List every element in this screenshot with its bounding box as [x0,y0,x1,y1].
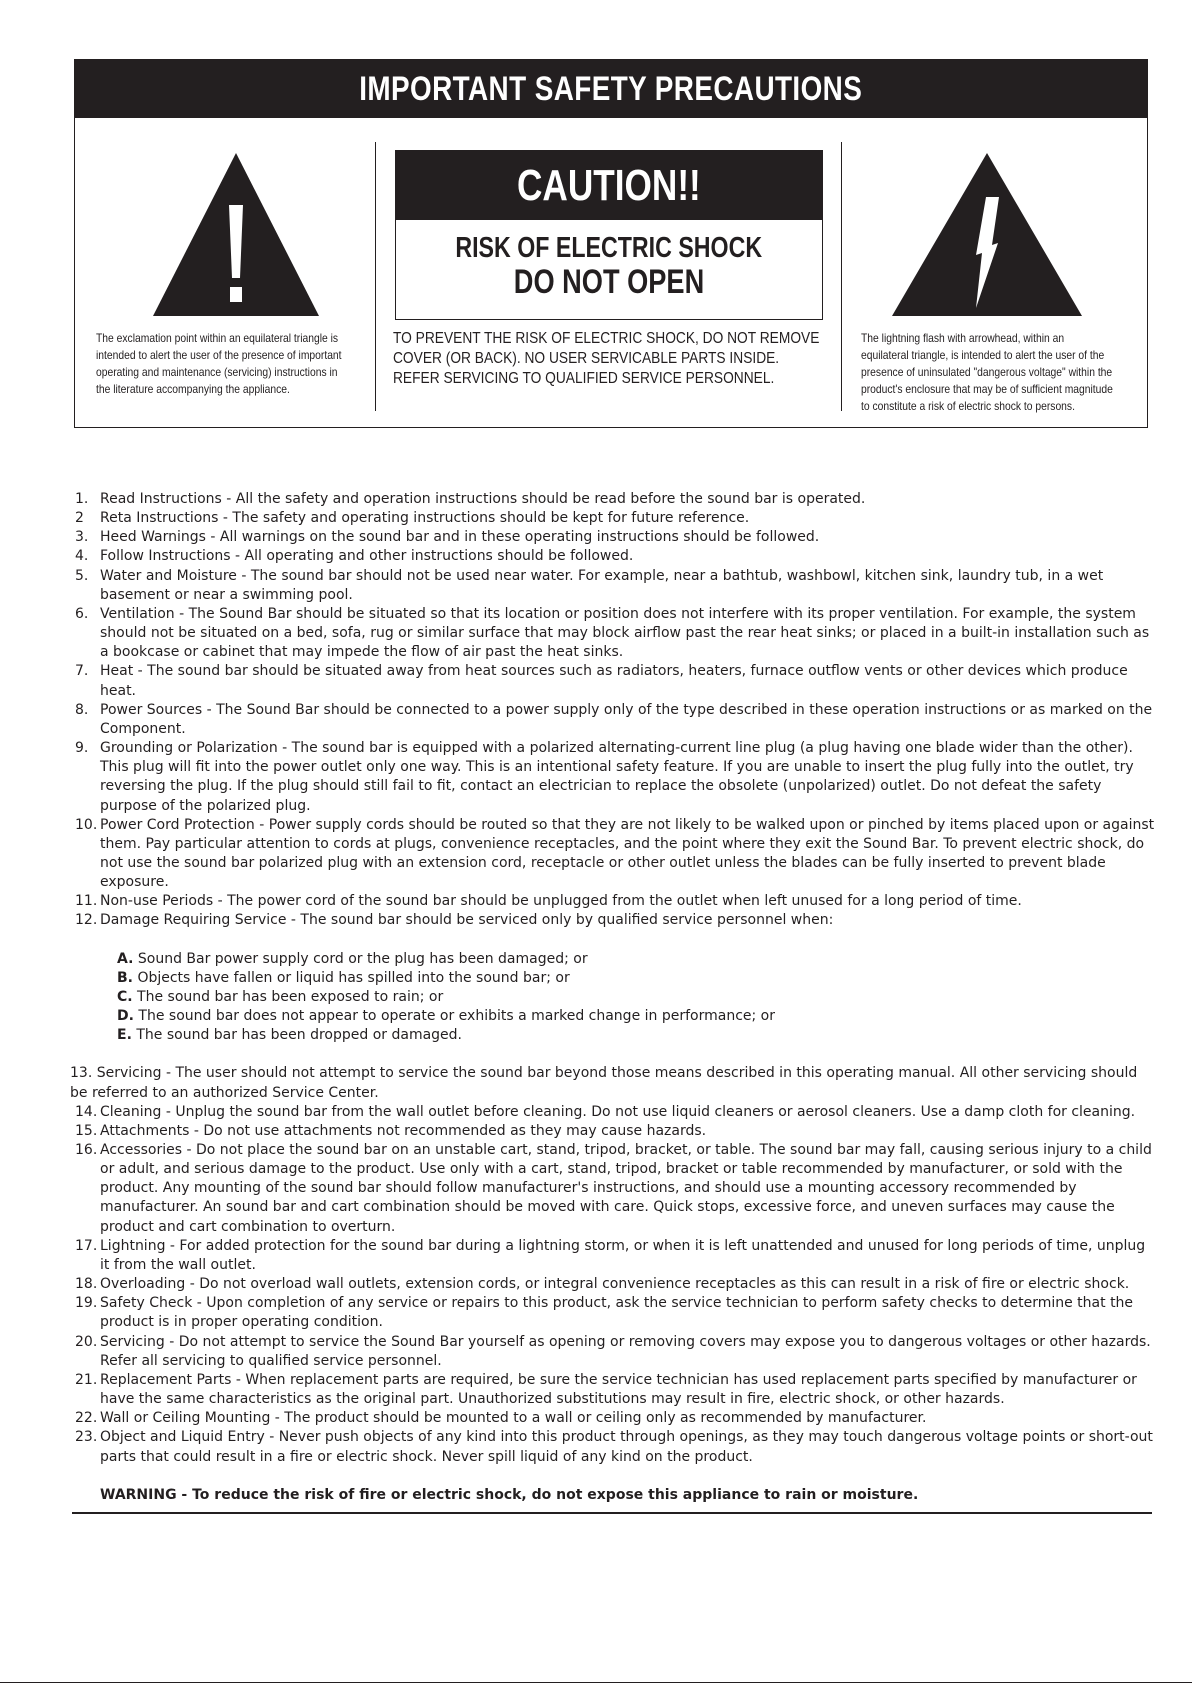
item-number: 19. [75,1295,98,1312]
list-item: E. The sound bar has been dropped or damaged. [117,1027,462,1044]
item-text: Ventilation - The Sound Bar should be situated so that its location or position does not interfere with its proper ventilation. For example, the system should not be situated on a bed, sofa, rug or similar surface that may block airflow past the rear heat sinks; or placed in a built-in installation such as a bookcase or cabinet that may impede the flow of air past the heat sinks. [100,605,1150,661]
footer-rule [0,1682,1192,1683]
item-number: 8. [75,701,89,718]
item-text: Object and Liquid Entry - Never push objects of any kind into this product through openings, as they may touch dangerous voltage points or short-out parts that could result in a fire or electric shock. Never spill liquid of any kind on the product. [100,1429,1153,1465]
list-item [75,662,1155,700]
item-text: Accessories - Do not place the sound bar on an unstable cart, stand, tripod, bracket, or table. The sound bar may fall, causing serious injury to a child or adult, and serious damage to the product. Use only with a cart, stand, tripod, bracket or table recommended by manufacturer, or sold with the product. Any mounting of the sound bar should follow manufacturer's instructions, and should use a mounting accessory recommended by manufacturer. An sound bar and cart combination should be moved with care. Quick stops, excessive force, and uneven surfaces may cause the product and cart combination to overturn. [100,1142,1152,1235]
item-text: Wall or Ceiling Mounting - The product should be mounted to a wall or ceiling only as recommended by manufacturer. [100,1410,927,1427]
list-item: D. The sound bar does not appear to operate or exhibits a marked change in performance; or [117,1008,775,1025]
do-not-open-label: DO NOT OPEN [513,263,705,301]
caution-heading: CAUTION!! [396,151,822,220]
bottom-rule [72,1512,1152,1514]
item-number: 14. [75,1103,98,1120]
list-item [75,1409,1155,1428]
item-text: Replacement Parts - When replacement parts are required, be sure the service technician has used replacement parts specified by manufacturer or have the same characteristics as the original part. Unauthorized substitutions may result in fire, electric shock, or other hazards. [100,1371,1137,1408]
item-text: Servicing - Do not attempt to service the Sound Bar yourself as opening or removing covers may expose you to dangerous voltages or other hazards. Refer all servicing to qualified service personnel. [100,1333,1151,1369]
list-item [75,567,1155,605]
risk-of-shock-label: RISK OF ELECTRIC SHOCK [455,232,763,264]
list-item [75,1428,1155,1466]
item-text: Follow Instructions - All operating and other instructions should be followed. [100,548,634,565]
item-number: 15. [75,1122,98,1139]
item-text: Attachments - Do not use attachments not recommended as they may cause hazards. [100,1122,707,1139]
list-item [75,701,1155,739]
item-text: Damage Requiring Service - The sound bar should be serviced only by qualified service personnel when: [100,912,834,929]
item-number: 18. [75,1276,98,1293]
item-text: Safety Check - Upon completion of any service or repairs to this product, ask the service technician to perform safety checks to determine that the product is in proper operating condition. [100,1295,1134,1331]
item-13-servicing: 13. Servicing - The user should not attempt to service the sound bar beyond those means described in this operating manual. All other servicing should be referred to an authorized Service Center. [70,1065,1138,1101]
item-text: Reta Instructions - The safety and operating instructions should be kept for future reference. [100,510,750,527]
list-item: A. Sound Bar power supply cord or the plug has been damaged; or [117,950,588,967]
item-number: 9. [75,740,89,757]
item-text: Overloading - Do not overload wall outlets, extension cords, or integral convenience receptacles as this can result in a risk of fire or electric shock. [100,1276,1130,1293]
list-item [75,892,1155,911]
list-item [75,816,1155,893]
list-item [75,1333,1155,1371]
header-bar [75,60,1147,118]
caution-box [395,150,823,320]
list-item [75,739,1155,816]
item-number: 17. [75,1237,98,1254]
lightning-caption: The lightning flash with arrowhead, within an equilateral triangle, is intended to alert the user of the presence of uninsulated "dangerous voltage" within the product's enclosure that may be of sufficient magnitude to constitute a risk of electric shock to persons. [861,331,1113,413]
list-item [75,1103,1155,1122]
list-item [75,1122,1155,1141]
left-divider [375,142,376,411]
page-title: IMPORTANT SAFETY PRECAUTIONS [359,70,863,108]
list-item [75,1237,1155,1275]
safety-precautions-box [74,59,1148,428]
item-number: 5. [75,567,89,584]
item-number: 7. [75,663,89,680]
list-item [75,1275,1155,1294]
item-number: 6. [75,605,89,622]
list-item [75,547,1155,566]
item-text: Power Sources - The Sound Bar should be connected to a power supply only of the type described in these operation instructions or as marked on the Component. [100,701,1153,737]
list-item [75,490,1155,509]
warning-notice: WARNING - To reduce the risk of fire or electric shock, do not expose this appliance to rain or moisture. [100,1486,919,1503]
item-text: Heed Warnings - All warnings on the sound bar and in these operating instructions should be followed. [100,529,820,546]
item-number: 20. [75,1333,98,1350]
item-text: Lightning - For added protection for the sound bar during a lightning storm, or when it is left unattended and unused for long periods of time, unplug it from the wall outlet. [100,1237,1146,1273]
list-item [75,1371,1155,1409]
lightning-triangle-icon [892,153,1082,316]
safety-instructions-list [70,490,1155,1505]
item-text: Water and Moisture - The sound bar should not be used near water. For example, near a bathtub, washbowl, kitchen sink, laundry tub, in a wet basement or near a swimming pool. [100,567,1104,603]
item-number: 12. [75,912,98,929]
item-number: 11. [75,893,98,910]
list-item: C. The sound bar has been exposed to rain; or [117,988,444,1005]
exclamation-triangle-icon [153,153,319,316]
list-item [75,509,1155,528]
damage-conditions-list [117,950,1155,1046]
item-number: 3. [75,529,89,546]
item-number: 10. [75,816,98,833]
item-number: 1. [75,491,89,507]
exclamation-caption: The exclamation point within an equilateral triangle is intended to alert the user of the presence of important operating and maintenance (servicing) instructions in the literature accompanying the appliance. [96,331,342,396]
item-text: Read Instructions - All the safety and operation instructions should be read before the sound bar is operated. [100,491,866,507]
list-item [75,1294,1155,1332]
item-text: Heat - The sound bar should be situated away from heat sources such as radiators, heaters, furnace outflow vents or other devices which produce heat. [100,663,1128,699]
list-item [75,605,1155,662]
item-number: 21. [75,1371,98,1388]
item-text: Power Cord Protection - Power supply cords should be routed so that they are not likely to be walked upon or pinched by items placed upon or against them. Pay particular attention to cords at plugs, convenience receptacles, and the point where they exit the Sound Bar. To prevent electric shock, do not use the sound bar polarized plug with an extension cord, receptacle or other outlet unless the blades can be fully inserted to prevent blade exposure. [100,816,1155,891]
item-number: 2 [75,510,84,527]
list-item [75,911,1155,930]
item-number: 22. [75,1410,98,1427]
right-divider [841,142,842,411]
item-text: Grounding or Polarization - The sound bar is equipped with a polarized alternating-current line plug (a plug having one blade wider than the other). This plug will fit into the power outlet only one way. This is an intentional safety feature. If you are unable to insert the plug fully into the outlet, try reversing the plug. If the plug should still fail to fit, contact an electrician to replace the obsolete (unpolarized) outlet. Do not defeat the safety purpose of the polarized plug. [100,740,1134,814]
item-number: 23. [75,1429,98,1446]
item-number: 16. [75,1142,98,1158]
prevent-shock-notice: TO PREVENT THE RISK OF ELECTRIC SHOCK, DO NOT REMOVE COVER (OR BACK). NO USER SERVICABLE PARTS INSIDE. REFER SERVICING TO QUALIFIED SERVICE PERSONNEL. [393,330,820,387]
item-number: 4. [75,548,89,565]
item-text: Cleaning - Unplug the sound bar from the wall outlet before cleaning. Do not use liquid cleaners or aerosol cleaners. Use a damp cloth for cleaning. [100,1103,1136,1120]
item-text: Non-use Periods - The power cord of the sound bar should be unplugged from the outlet when left unused for a long period of time. [100,893,1022,910]
list-item [75,528,1155,547]
list-item [75,1141,1155,1237]
list-item: B. Objects have fallen or liquid has spilled into the sound bar; or [117,969,570,986]
